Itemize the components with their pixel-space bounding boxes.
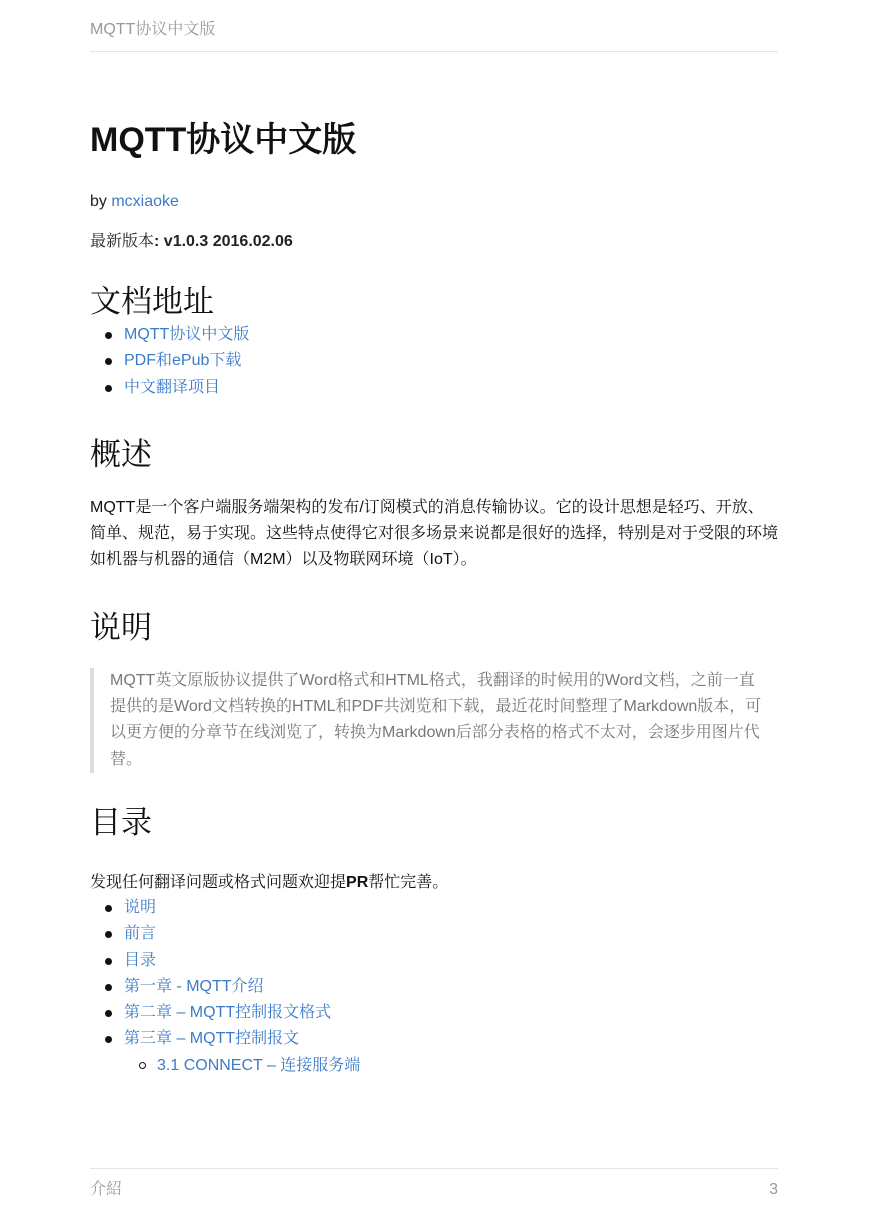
docs-link-list [90,322,778,401]
toc-link-chapter-2[interactable]: 第二章 – MQTT控制报文格式 [124,1004,332,1022]
list-item [90,948,778,974]
list-item [90,348,778,374]
version-colon: : [154,233,160,250]
list-item [90,1026,778,1052]
toc-link-chapter-3[interactable]: 第三章 – MQTT控制报文 [124,1030,300,1048]
section-heading-notes: 说明 [90,609,152,645]
toc-intro-pr: PR [346,873,369,891]
page-number: 3 [769,1181,778,1198]
toc-intro-text-end: 帮忙完善。 [368,873,449,891]
list-item [90,322,778,348]
notes-blockquote: MQTT英文原版协议提供了Word格式和HTML格式，我翻译的时候用的Word文档，之前一直提供的是Word文档转换的HTML和PDF共浏览和下载，最近花时间整理了Markdown版本，可以更方便的分章节在线浏览了，转换为Markdown后部分表格的格式不太对，会逐步用图片代替。 [90,668,778,773]
author-link[interactable]: mcxiaoke [111,193,179,210]
document-content [90,112,778,1079]
list-item [90,921,778,947]
section-heading-toc: 目录 [90,804,152,840]
toc-intro-text: 发现任何翻译问题或格式问题欢迎提 [90,873,347,891]
running-header [90,18,778,52]
page-title: MQTT协议中文版 [90,121,357,159]
version-value: v1.0.3 2016.02.06 [159,233,293,250]
section-heading-overview: 概述 [90,436,152,472]
byline-prefix: by [90,193,112,210]
doc-link-translation-project[interactable]: 中文翻译项目 [124,378,221,396]
list-item [90,974,778,1000]
list-item [90,895,778,921]
list-item [90,1000,778,1026]
toc-link-preface[interactable]: 前言 [124,925,157,943]
running-footer [90,1168,778,1201]
version-line [90,230,778,254]
doc-link-pdf-epub[interactable]: PDF和ePub下载 [124,352,242,370]
byline [90,190,778,214]
toc-link-notes[interactable]: 说明 [124,898,157,916]
list-item [90,1053,778,1079]
overview-paragraph: MQTT是一个客户端服务端架构的发布/订阅模式的消息传输协议。它的设计思想是轻巧、开放、简单、规范，易于实现。这些特点使得它对很多场景来说都是很好的选择，特别是对于受限的环境如机器与机器的通信（M2M）以及物联网环境（IoT）。 [90,498,779,569]
toc-link-3-1-connect[interactable]: 3.1 CONNECT – 连接服务端 [157,1056,361,1074]
toc-link-contents[interactable]: 目录 [124,951,157,969]
footer-section-name: 介紹 [90,1181,123,1198]
running-header-title: MQTT协议中文版 [90,21,216,38]
toc-intro [90,871,778,895]
doc-link-mqtt-cn[interactable]: MQTT协议中文版 [124,326,250,343]
toc-link-chapter-1[interactable]: 第一章 - MQTT介绍 [124,977,264,995]
list-item [90,375,778,401]
section-heading-docs: 文档地址 [90,284,214,319]
toc-link-list [90,895,778,1079]
version-label: 最新版本 [90,233,155,250]
